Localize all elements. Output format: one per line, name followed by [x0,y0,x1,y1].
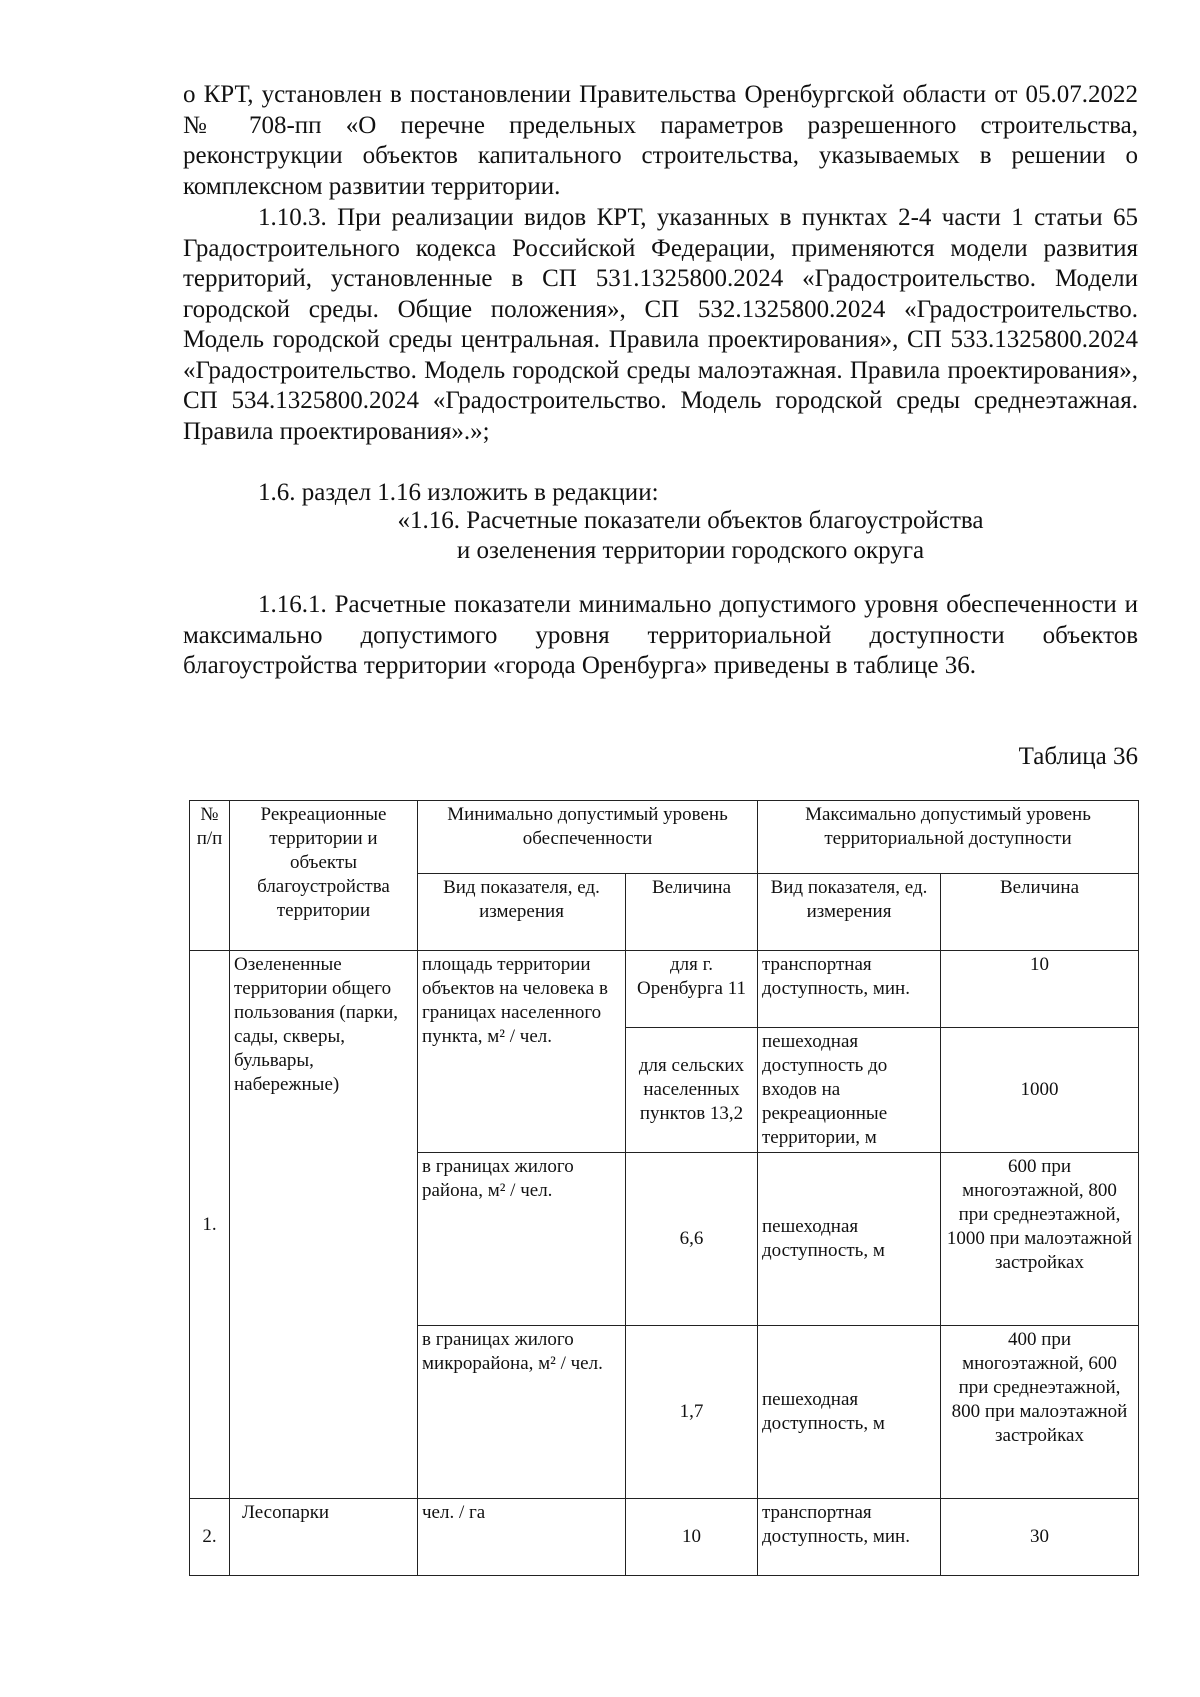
paragraph-1-text: о КРТ, установлен в постановлении Правительства Оренбургской области от 05.07.2022 № 708-пп «О перечне предельных параметров разрешенного строительства, реконструкции объектов капитального строительства, указываемых в решении о комплексном развитии территории. [183,81,1138,200]
paragraph-3-text: 1.6. раздел 1.16 изложить в редакции: [258,479,659,506]
table-row [190,951,1139,1028]
paragraph-2 [183,203,1138,447]
row-2-type: чел. / га [418,1499,626,1576]
header-max-type: Вид показателя, ед. измерения [758,874,941,951]
table-caption: Таблица 36 [1018,743,1138,770]
row-1-sub1b-value: для сельских населенных пунктов 13,2 [626,1028,758,1153]
row-1-sub2-access-value: 600 при многоэтажной, 800 при среднеэтажной, 1000 при малоэтажной застройках [941,1153,1139,1326]
row-1-sub1-type: площадь территории объектов на человека в границах населенного пункта, м² / чел. [418,951,626,1153]
row-1-sub3-value: 1,7 [626,1326,758,1499]
header-objects: Рекреационные территории и объекты благоустройства территории [230,801,418,951]
row-2-object: Лесопарки [230,1499,418,1576]
section-heading-line-1: «1.16. Расчетные показатели объектов благоустройства [397,507,984,534]
norms-table [189,800,1139,1576]
row-1-sub1a-access-type: транспортная доступность, мин. [758,951,941,1028]
paragraph-2-text: 1.10.3. При реализации видов КРТ, указанных в пунктах 2-4 части 1 статьи 65 Градостроительного кодекса Российской Федерации, применяются модели развития территорий, установленные в СП 531.1325800.2024 «Градостроительство. Модели городской среды. Общие положения», СП 532.1325800.2024 «Градостроительство. Модель городской среды центральная. Правила проектирования», СП 533.1325800.2024 «Градостроительство. Модель городской среды малоэтажная. Правила проектирования», СП 534.1325800.2024 «Градостроительство. Модель городской среды среднеэтажная. Правила проектирования».»; [183,204,1138,445]
row-1-sub1b-access-type: пешеходная доступность до входов на рекреационные территории, м [758,1028,941,1153]
paragraph-1 [183,80,1138,202]
header-min-type: Вид показателя, ед. измерения [418,874,626,951]
row-2-access-value: 30 [941,1499,1139,1576]
row-1-sub3-type: в границах жилого микрорайона, м² / чел. [418,1326,626,1499]
row-1-sub3-access-type: пешеходная доступность, м [758,1326,941,1499]
table-header-row-1 [190,801,1139,874]
table-row [190,1499,1139,1576]
row-1-sub1a-access-value: 10 [941,951,1139,1028]
paragraph-4-text: 1.16.1. Расчетные показатели минимально допустимого уровня обеспеченности и максимально допустимого уровня территориальной доступности объектов благоустройства территории «города Оренбурга» приведены в таблице 36. [183,591,1138,679]
header-min-group: Минимально допустимый уровень обеспеченности [418,801,758,874]
paragraph-4 [183,590,1138,682]
header-min-value: Величина [626,874,758,951]
header-num: № п/п [190,801,230,951]
row-1-sub3-access-value: 400 при многоэтажной, 600 при среднеэтажной, 800 при малоэтажной застройках [941,1326,1139,1499]
row-1-sub2-value: 6,6 [626,1153,758,1326]
row-1-num: 1. [190,951,230,1499]
section-heading-line-2: и озеленения территории городского округа [456,537,925,564]
row-2-value: 10 [626,1499,758,1576]
row-1-object: Озелененные территории общего пользования (парки, сады, скверы, бульвары, набережные) [230,951,418,1499]
paragraph-3 [183,478,1138,509]
row-2-num: 2. [190,1499,230,1576]
row-1-sub1a-value: для г. Оренбурга 11 [626,951,758,1028]
row-1-sub2-access-type: пешеходная доступность, м [758,1153,941,1326]
row-1-sub1b-access-value: 1000 [941,1028,1139,1153]
row-2-access-type: транспортная доступность, мин. [758,1499,941,1576]
row-1-sub2-type: в границах жилого района, м² / чел. [418,1153,626,1326]
header-max-value: Величина [941,874,1139,951]
header-max-group: Максимально допустимый уровень территориальной доступности [758,801,1139,874]
